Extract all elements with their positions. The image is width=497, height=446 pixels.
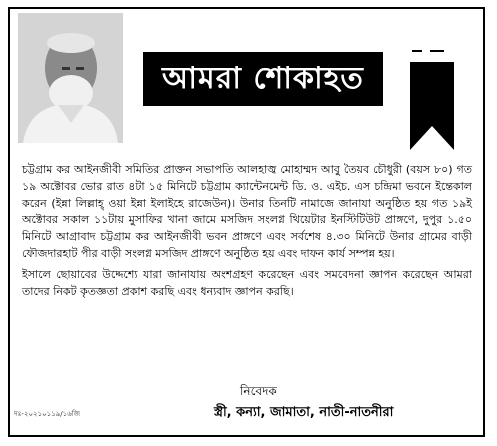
notice-body [22,162,472,300]
notice-paragraph-2: ইসালে ছোয়াবের উদ্দেশ্যে যারা জানাযায় অংশগ্রহণ করেছেন এবং সমবেদনা জ্ঞাপন করেছেন আমরা তাদের নিকট কৃতজ্ঞতা প্রকাশ করছি এবং ধন্যবাদ জ্ঞাপন করছি। [22,267,472,298]
notice-title: আমরা শোকাহত [162,60,364,96]
mourning-ribbon-icon [408,40,456,150]
notice-title-banner [143,52,383,106]
signature-label: নিবেদক [240,384,277,398]
portrait-photo [18,13,123,143]
notice-paragraph-1: চট্টগ্রাম কর আইনজীবী সমিতির প্রাক্তন সভাপতি আলহাজ্ব মোহাম্মদ আবু তৈয়ব চৌধুরী (বয়স ৮০) গত ১৯ অক্টোবর ভোর রাত ৪টা ১৫ মিনিটে চট্টগ্রাম ক্যান্টেনমেন্ট ডি. ও. এইচ. এস চন্দ্রিমা ভবনে ইন্তেকাল করেন (ইন্না লিল্লাহ্ ওয়া ইন্না ইলাইহে রাজেউন)। উনার তিনটি নামাজে জানাযা অনুষ্ঠিত হয় গত ১৯ই অক্টোবর সকাল ১১টায় মুসাফির খানা জামে মসজিদ সংলগ্ন থিয়েটার ইনস্টিটিউট প্রাঙ্গণে, দুপুর ১.৫০ মিনিটে আগ্রাবাদ চট্টগ্রাম কর আইনজীবী ভবন প্রাঙ্গণে এবং সর্বশেষ ৪.৩০ মিনিটে উনার গ্রামের বাড়ী ফৌজদারহাট পীর বাড়ী সংলগ্ন মসজিদ প্রাঙ্গণে অনুষ্ঠিত হয় এবং দাফন কার্য সম্পন্ন হয়। [22,163,472,260]
reference-code: দঃ-২০২১০১১৯/১৬জি [14,410,81,418]
signature-names: স্ত্রী, কন্যা, জামাতা, নাতী-নাতনীরা [214,405,394,420]
